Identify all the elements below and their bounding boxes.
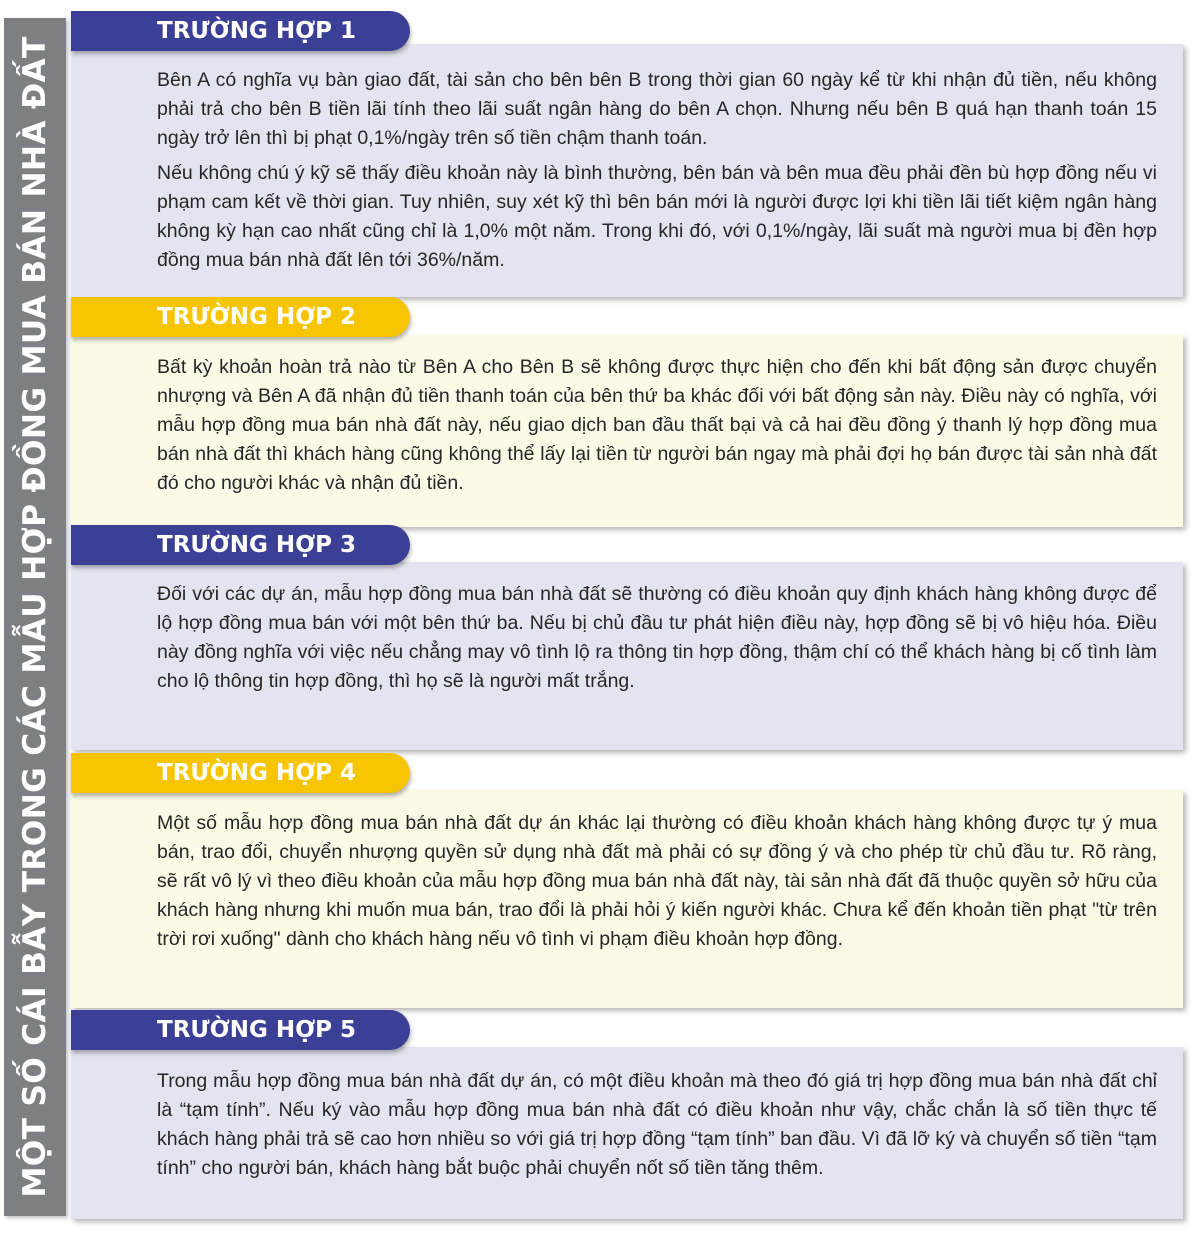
section-2-box [71, 335, 1183, 527]
section-1-title: TRƯỜNG HỢP 1 [157, 18, 357, 44]
section-4-header [71, 753, 410, 793]
section-2-title: TRƯỜNG HỢP 2 [157, 304, 357, 330]
section-3-paragraph-1: Đối với các dự án, mẫu hợp đồng mua bán nhà đất sẽ thường có điều khoản quy định khách hàng không được để lộ hợp đồng mua bán với một bên thứ ba. Nếu bị chủ đầu tư phát hiện điều này, hợp đồng sẽ bị vô hiệu hóa. Điều này đồng nghĩa với việc nếu chẳng may vô tình lộ ra thông tin hợp đồng, thậm chí có thể khách hàng bị cố tình làm cho lộ thông tin hợp đồng, thì họ sẽ là người mất trắng. [157, 583, 1157, 692]
section-2-header [71, 297, 410, 337]
side-title: MỘT SỐ CÁI BẪY TRONG CÁC MẪU HỢP ĐỒNG MUA BÁN NHÀ ĐẤT [17, 36, 53, 1198]
section-1-paragraph-1: Bên A có nghĩa vụ bàn giao đất, tài sản cho bên bên B trong thời gian 60 ngày kể từ khi nhận đủ tiền, nếu không phải trả cho bên B tiền lãi tính theo lãi suất ngân hàng do bên A chọn. Nhưng nếu bên B quá hạn thanh toán 15 ngày trở lên thì bị phạt 0,1%/ngày trên số tiền chậm thanh toán. [157, 69, 1157, 149]
section-1-header [71, 11, 410, 51]
section-5-title: TRƯỜNG HỢP 5 [157, 1017, 357, 1043]
section-5-box [71, 1047, 1183, 1219]
section-3-header [71, 525, 410, 565]
section-5-paragraph-1: Trong mẫu hợp đồng mua bán nhà đất dự án, có một điều khoản mà theo đó giá trị hợp đồng mua bán nhà đất chỉ là “tạm tính”. Nếu ký vào mẫu hợp đồng mua bán nhà đất có điều khoản như vậy, chắc chắn là số tiền thực tế khách hàng phải trả sẽ cao hơn nhiều so với giá trị hợp đồng “tạm tính” ban đầu. Vì đã lỡ ký và chuyển số tiền “tạm tính” cho người bán, khách hàng bắt buộc phải chuyển nốt số tiền tăng thêm. [157, 1070, 1157, 1179]
section-3-title: TRƯỜNG HỢP 3 [157, 532, 357, 558]
section-4-box [71, 790, 1183, 1008]
section-1-box [71, 44, 1183, 297]
section-5-header [71, 1010, 410, 1050]
section-2-paragraph-1: Bất kỳ khoản hoàn trả nào từ Bên A cho Bên B sẽ không được thực hiện cho đến khi bất động sản được chuyển nhượng và Bên A đã nhận đủ tiền thanh toán của bên thứ ba khác đối với bất động sản này. Điều này có nghĩa, với mẫu hợp đồng mua bán nhà đất này, nếu giao dịch ban đầu thất bại và cả hai đều đồng ý thanh lý hợp đồng mua bán nhà đất thì khách hàng cũng không thể lấy lại tiền từ người bán ngay mà phải đợi họ bán được tài sản nhà đất đó cho người khác và nhận đủ tiền. [157, 356, 1157, 494]
section-3-box [71, 562, 1183, 750]
section-1-paragraph-2: Nếu không chú ý kỹ sẽ thấy điều khoản này là bình thường, bên bán và bên mua đều phải đền bù hợp đồng nếu vi phạm cam kết về thời gian. Tuy nhiên, suy xét kỹ thì bên bán mới là người được lợi khi tiền lãi tiết kiệm ngân hàng không kỳ hạn cao nhất cũng chỉ là 1,0% một năm. Trong khi đó, với 0,1%/ngày, lãi suất mà người mua bị đền hợp đồng mua bán nhà đất lên tới 36%/năm. [157, 162, 1157, 271]
side-title-bar [4, 18, 66, 1216]
section-4-paragraph-1: Một số mẫu hợp đồng mua bán nhà đất dự án khác lại thường có điều khoản khách hàng không được tự ý mua bán, trao đổi, chuyển nhượng quyền sử dụng nhà đất mà phải có sự đồng ý và cho phép từ chủ đầu tư. Rõ ràng, sẽ rất vô lý vì theo điều khoản của mẫu hợp đồng mua bán nhà đất này, tài sản nhà đất đã thuộc quyền sở hữu của khách hàng nhưng khi muốn mua bán, trao đổi là phải hỏi ý kiến người khác. Chưa kể đến khoản tiền phạt "từ trên trời rơi xuống" dành cho khách hàng nếu vô tình vi phạm điều khoản hợp đồng. [157, 812, 1157, 950]
section-4-title: TRƯỜNG HỢP 4 [157, 760, 357, 786]
